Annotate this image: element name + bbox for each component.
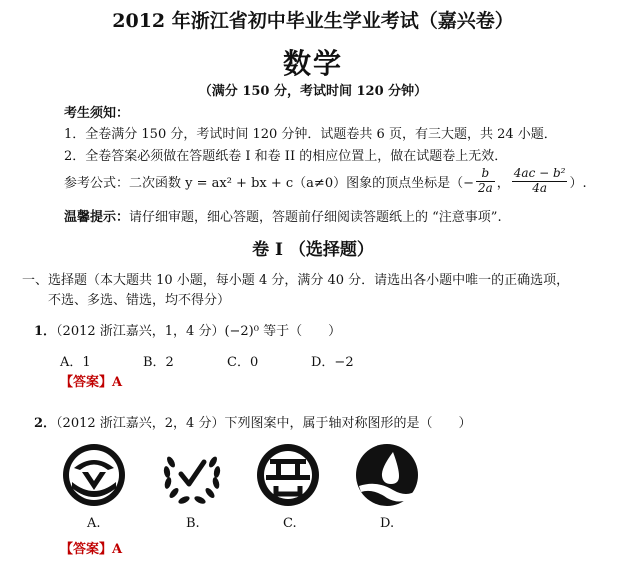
question-text: （2012 浙江嘉兴，2，4 分）下列图案中，属于轴对称图形的是（ ） — [56, 416, 472, 431]
q1-option-a: A．1 — [60, 355, 91, 370]
q2-option-d: D. — [380, 516, 395, 531]
instruction-item-1: 1．全卷满分 150 分，考试时间 120 分钟．试题卷共 6 页，有三大题，共 24 小题． — [64, 127, 557, 142]
question-text: （2012 浙江嘉兴，1，4 分）(−2)⁰ 等于（ ） — [56, 324, 342, 339]
section-intro-line-1: 一、选择题（本大题共 10 小题，每小题 4 分，满分 40 分．请选出各小题中唯一的正确选项， — [22, 273, 570, 288]
fraction-denominator: 2a — [477, 180, 493, 195]
instructions-heading: 考生须知： — [64, 106, 130, 121]
formula-prefix: 参考公式：二次函数 y = ax² + bx + c（a≠0）图象的顶点坐标是（− — [64, 175, 474, 191]
tip-label: 温馨提示： — [64, 210, 130, 225]
pillar-logo-icon — [254, 442, 322, 508]
tip-text: 请仔细审题，细心答题，答题前仔细阅读答题纸上的 “注意事项”. — [129, 210, 502, 225]
answer-label: 【答案】 — [60, 375, 113, 390]
q1-answer — [60, 371, 122, 390]
q1-option-c: C．0 — [227, 355, 259, 370]
question-1 — [34, 320, 341, 339]
instruction-item-2: 2．全卷答案必须做在答题纸卷 I 和卷 II 的相应位置上，做在试题卷上无效． — [64, 149, 508, 164]
exam-note: （满分 150 分，考试时间 120 分钟） — [198, 84, 428, 99]
q2-answer — [60, 538, 122, 557]
answer-label: 【答案】 — [60, 542, 113, 557]
logo-a-icon — [60, 442, 128, 508]
section-intro-line-2: 不选、多选、错选，均不得分） — [48, 293, 231, 308]
question-2 — [34, 412, 471, 431]
q2-option-c: C. — [283, 516, 297, 531]
q1-option-d: D．−2 — [311, 355, 354, 370]
answer-value: A — [112, 375, 123, 390]
fraction-b-over-2a — [476, 167, 495, 194]
formula-line — [64, 164, 587, 198]
question-number: 2． — [34, 416, 57, 431]
question-number: 1． — [34, 324, 57, 339]
fraction-numerator: b — [476, 167, 495, 181]
subject-title: 数学 — [282, 47, 343, 80]
formula-separator: ， — [496, 175, 510, 191]
q1-option-b: B．2 — [143, 355, 174, 370]
formula-suffix: ）. — [569, 175, 587, 191]
fraction-4ac-b2-over-4a — [512, 167, 568, 194]
tip-line — [64, 206, 502, 225]
answer-value: A — [112, 542, 123, 557]
laurel-check-icon — [157, 442, 227, 508]
drop-logo-icon — [353, 442, 421, 508]
q2-option-b: B. — [186, 516, 200, 531]
exam-title: 2012 年浙江省初中毕业生学业考试（嘉兴卷） — [112, 10, 514, 32]
fraction-numerator: 4ac − b² — [513, 166, 566, 181]
section-title: 卷 I （选择题） — [252, 240, 374, 260]
q2-option-a: A. — [87, 516, 101, 531]
fraction-denominator: 4a — [532, 180, 548, 195]
